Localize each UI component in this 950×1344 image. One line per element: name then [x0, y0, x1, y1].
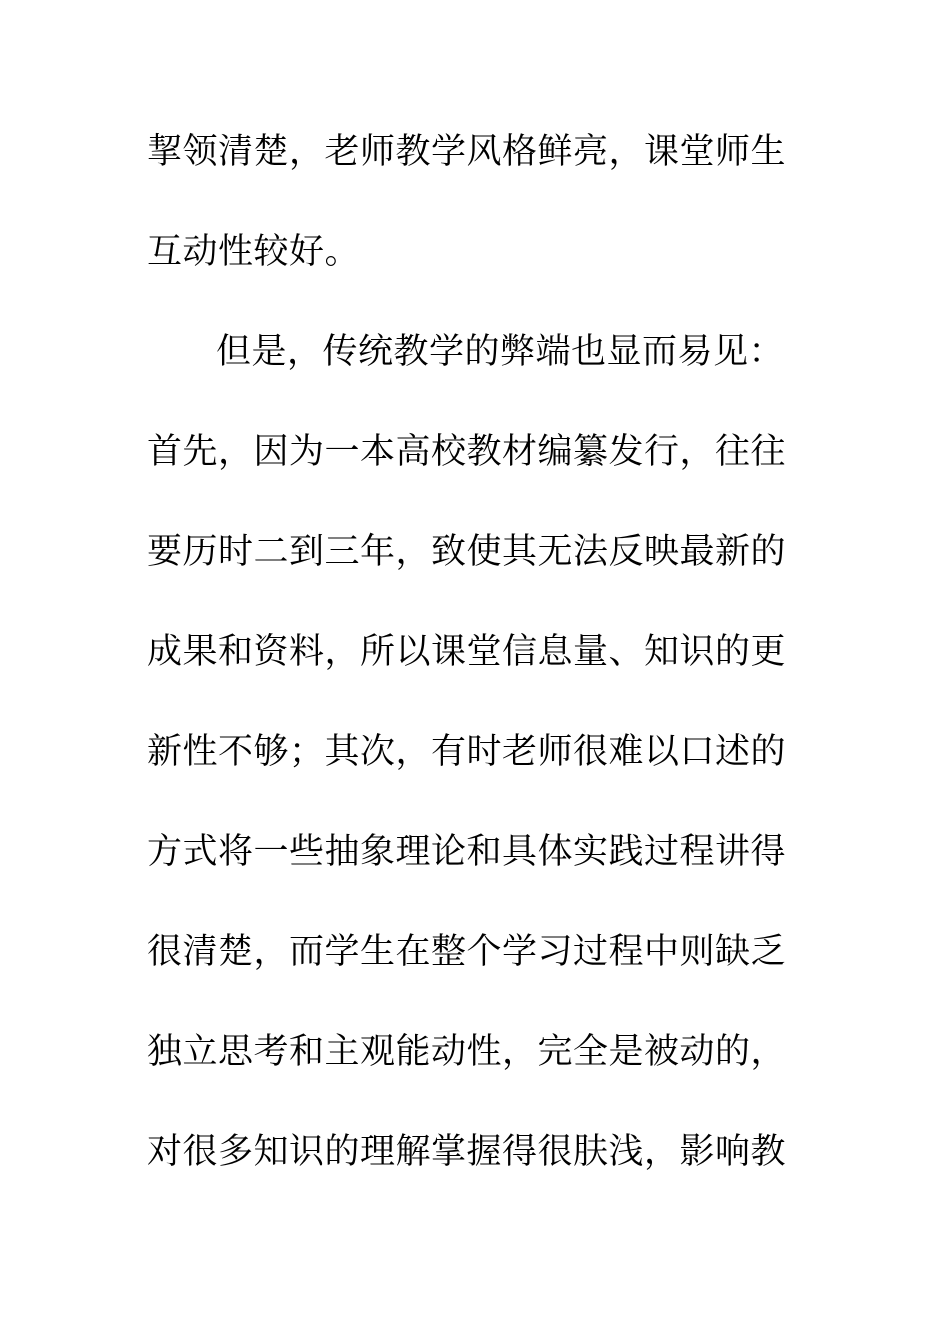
text-line: 互动性较好。	[147, 232, 361, 272]
text-line: 要历时二到三年，致使其无法反映最新的	[147, 532, 787, 572]
text-line: 新性不够；其次，有时老师很难以口述的	[147, 732, 787, 772]
paragraph-first-line: 但是，传统教学的弊端也显而易见：	[216, 332, 785, 372]
text-line: 很清楚，而学生在整个学习过程中则缺乏	[147, 932, 787, 972]
text-line: 成果和资料，所以课堂信息量、知识的更	[147, 632, 787, 672]
text-line: 方式将一些抽象理论和具体实践过程讲得	[147, 832, 787, 872]
text-line: 对很多知识的理解掌握得很肤浅，影响教	[147, 1132, 787, 1172]
text-line: 挈领清楚，老师教学风格鲜亮，课堂师生	[147, 132, 787, 172]
text-line: 首先，因为一本高校教材编纂发行，往往	[147, 432, 787, 472]
text-line: 独立思考和主观能动性，完全是被动的，	[147, 1032, 787, 1072]
